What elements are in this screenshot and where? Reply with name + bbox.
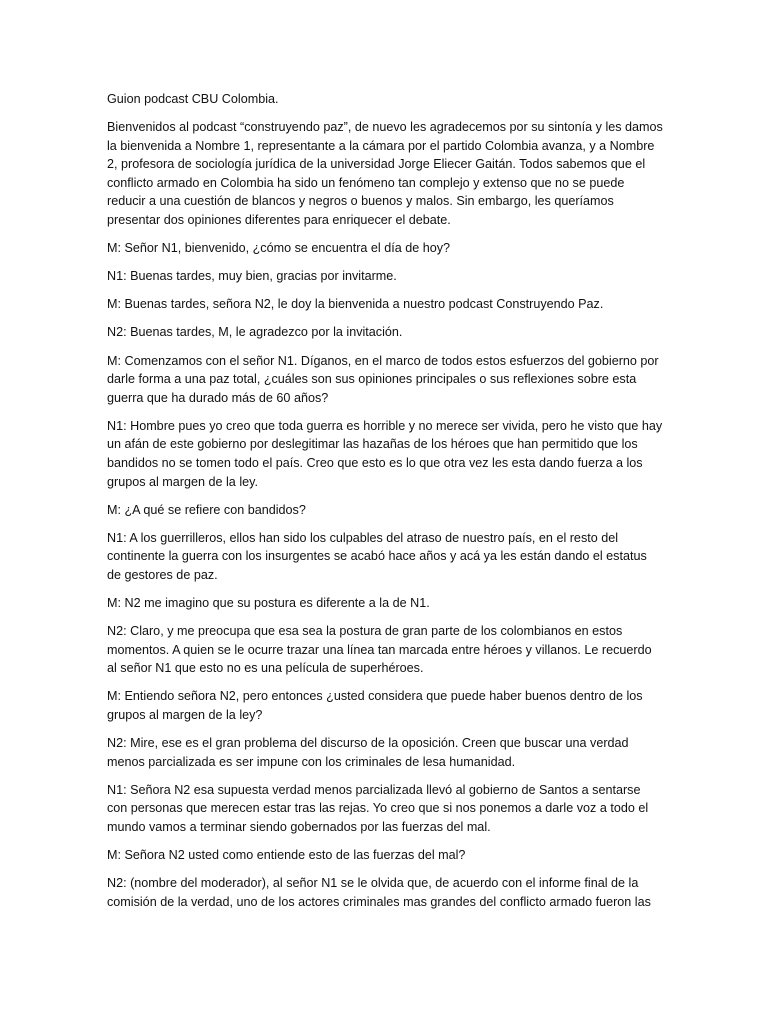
dialogue-line: M: N2 me imagino que su postura es diferente a la de N1. <box>107 596 430 611</box>
dialogue-line: N1: Señora N2 esa supuesta verdad menos parcializada llevó al gobierno de Santos a sentarse con personas que merecen estar tras las rejas. Yo creo que si nos ponemos a darle voz a todo el mundo vamos a terminar siendo gobernados por las fuerzas del mal. <box>107 782 649 834</box>
dialogue-line: N2: Mire, ese es el gran problema del discurso de la oposición. Creen que buscar una verdad menos parcializada es ser impune con los criminales de lesa humanidad. <box>107 736 629 769</box>
dialogue-line: M: ¿A qué se refiere con bandidos? <box>107 502 306 517</box>
dialogue-line: N2: Claro, y me preocupa que esa sea la postura de gran parte de los colombianos en estos momentos. A quien se le ocurre trazar una línea tan marcada entre héroes y villanos. Le recuerdo al señor N1 que esto no es una película de superhéroes. <box>107 624 652 676</box>
dialogue-line: N2: (nombre del moderador), al señor N1 se le olvida que, de acuerdo con el informe final de la comisión de la verdad, uno de los actores criminales mas grandes del conflicto armado fueron las <box>107 876 651 909</box>
dialogue-line: N1: Hombre pues yo creo que toda guerra es horrible y no merece ser vivida, pero he visto que hay un afán de este gobierno por deslegitimar las hazañas de los héroes que han permitido que los bandidos no se tomen todo el país. Creo que esto es lo que otra vez les esta dando fuerza a los grupos al margen de la ley. <box>107 418 663 489</box>
dialogue-line: M: Comenzamos con el señor N1. Díganos, en el marco de todos estos esfuerzos del gobierno por darle forma a una paz total, ¿cuáles son sus opiniones principales o sus reflexiones sobre esta guerra que ha durado más de 60 años? <box>107 353 659 405</box>
intro-paragraph: Bienvenidos al podcast “construyendo paz”, de nuevo les agradecemos por su sintonía y les damos la bienvenida a Nombre 1, representante a la cámara por el partido Colombia avanza, y a Nombre 2, profesora de sociología jurídica de la universidad Jorge Eliecer Gaitán. Todos sabemos que el conflicto armado en Colombia ha sido un fenómeno tan complejo y extenso que no se puede reducir a una cuestión de blancos y negros o buenos y malos. Sin embargo, les queríamos presentar dos opiniones diferentes para enriquecer el debate. <box>107 120 663 228</box>
document-body <box>107 90 663 921</box>
dialogue-line: M: Entiendo señora N2, pero entonces ¿usted considera que puede haber buenos dentro de los grupos al margen de la ley? <box>107 689 643 723</box>
dialogue-line: N2: Buenas tardes, M, le agradezco por la invitación. <box>107 325 403 340</box>
dialogue-line: N1: A los guerrilleros, ellos han sido los culpables del atraso de nuestro país, en el resto del continente la guerra con los insurgentes se acabó hace años y acá ya les están dando el estatus de gestores de paz. <box>107 530 647 582</box>
dialogue-line: N1: Buenas tardes, muy bien, gracias por invitarme. <box>107 269 397 284</box>
document-title: Guion podcast CBU Colombia. <box>107 92 279 106</box>
dialogue-line: M: Buenas tardes, señora N2, le doy la bienvenida a nuestro podcast Construyendo Paz. <box>107 297 604 312</box>
dialogue-line: M: Señor N1, bienvenido, ¿cómo se encuentra el día de hoy? <box>107 241 451 256</box>
dialogue-line: M: Señora N2 usted como entiende esto de las fuerzas del mal? <box>107 848 466 863</box>
